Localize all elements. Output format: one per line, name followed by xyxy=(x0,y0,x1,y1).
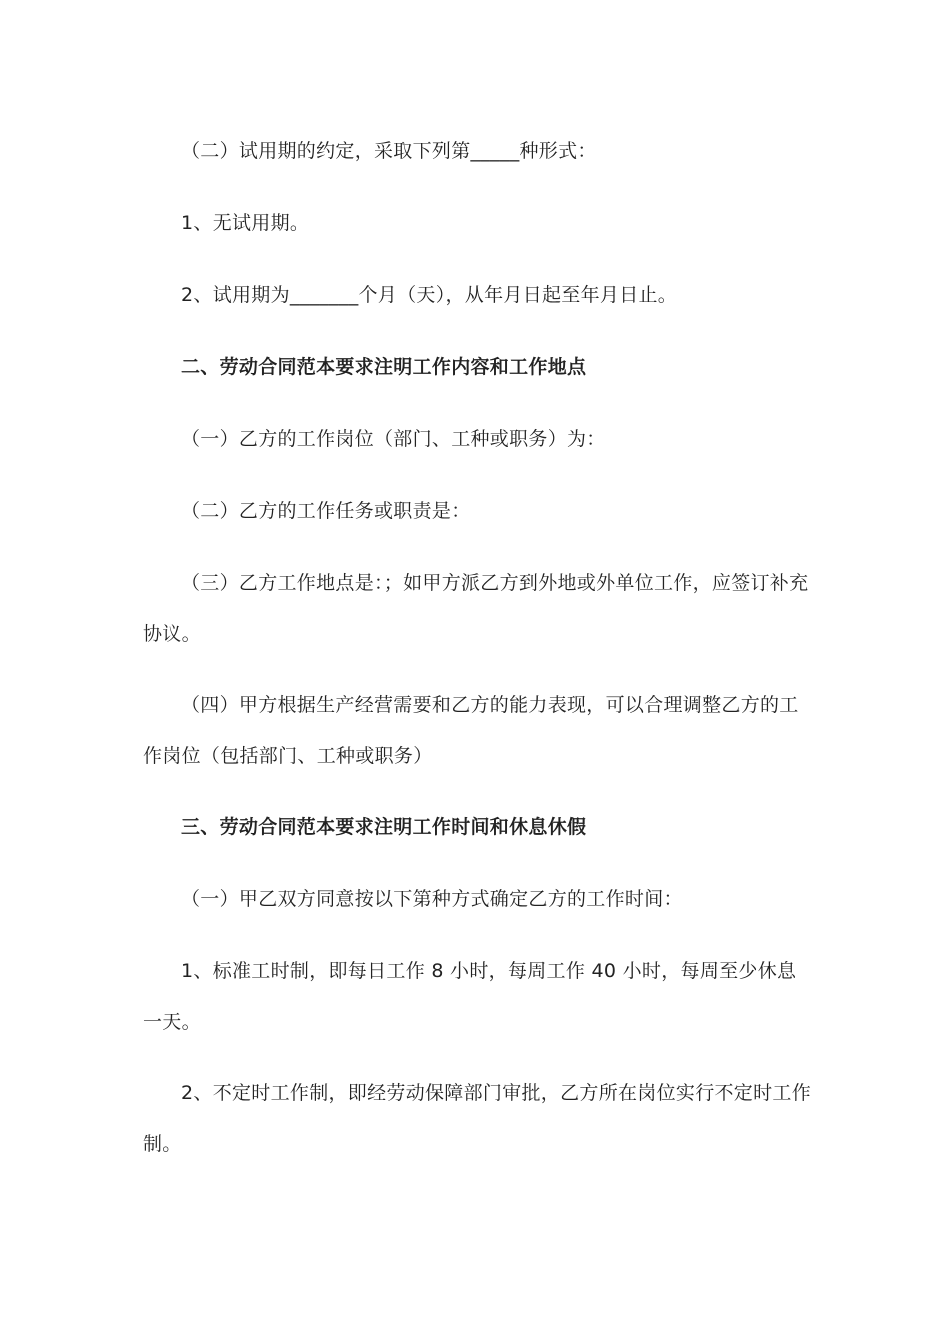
section-heading-work-content: 二、劳动合同范本要求注明工作内容和工作地点 xyxy=(181,356,587,378)
section-heading-work-hours: 三、劳动合同范本要求注明工作时间和休息休假 xyxy=(181,816,587,838)
paragraph-work-location: （三）乙方工作地点是：；如甲方派乙方到外地或外单位工作，应签订补充协议。 xyxy=(143,572,809,645)
paragraph-no-probation: 1、无试用期。 xyxy=(181,212,310,234)
paragraph-position-adjustment: （四）甲方根据生产经营需要和乙方的能力表现，可以合理调整乙方的工作岗位（包括部门、工种或职务） xyxy=(143,694,799,767)
paragraph-work-time-method: （一）甲乙双方同意按以下第种方式确定乙方的工作时间： xyxy=(181,888,683,910)
paragraph-standard-hours: 1、标准工时制，即每日工作 8 小时，每周工作 40 小时，每周至少休息一天。 xyxy=(143,960,797,1033)
paragraph-probation-agreement: （二）试用期的约定，采取下列第_____种形式： xyxy=(181,140,597,162)
paragraph-flexible-hours: 2、不定时工作制，即经劳动保障部门审批，乙方所在岗位实行不定时工作制。 xyxy=(143,1082,811,1155)
paragraph-job-duties: （二）乙方的工作任务或职责是： xyxy=(181,500,471,522)
paragraph-job-position: （一）乙方的工作岗位（部门、工种或职务）为： xyxy=(181,428,606,450)
paragraph-probation-period: 2、试用期为_______个月（天），从年月日起至年月日止。 xyxy=(181,284,678,306)
